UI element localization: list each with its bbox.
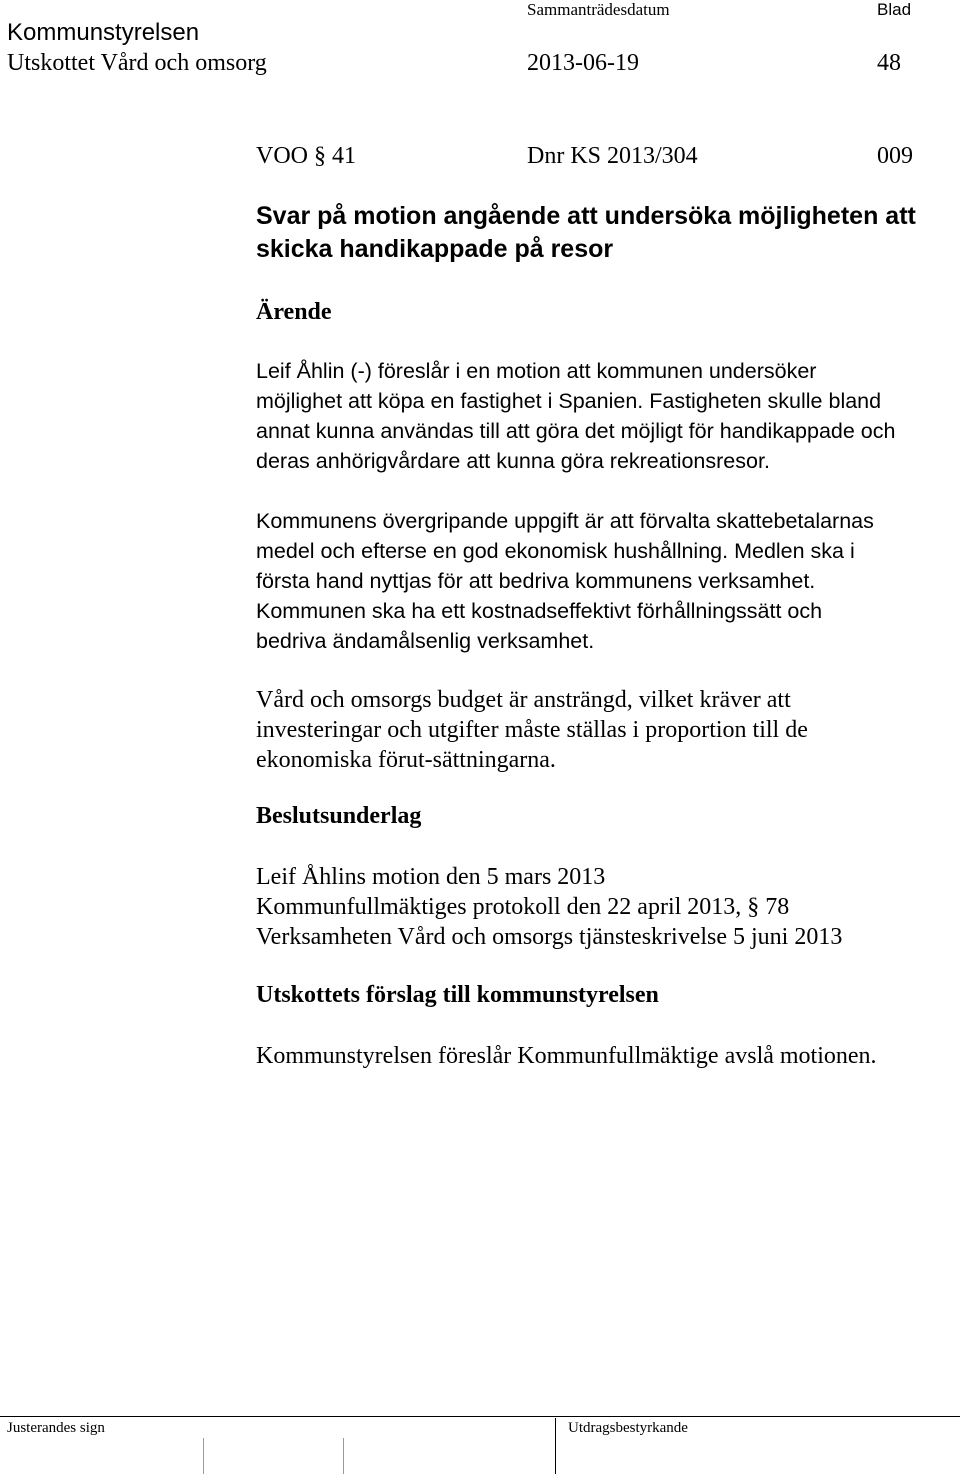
- list-item: Verksamheten Vård och omsorgs tjänsteskrivelse 5 juni 2013: [256, 924, 843, 950]
- text-line: medel och efterse en god ekonomisk hushållning. Medlen ska i: [256, 539, 855, 563]
- meeting-date-label: Sammanträdesdatum: [527, 0, 670, 19]
- text-line: Kommunstyrelsen föreslår Kommunfullmäktige avslå motionen.: [256, 1043, 877, 1069]
- verification-label: Utdragsbestyrkande: [568, 1420, 688, 1436]
- text-line: Kommunen ska ha ett kostnadseffektivt förhållningssätt och: [256, 599, 823, 623]
- organization-name: Kommunstyrelsen: [7, 19, 200, 46]
- document-title: Svar på motion angående att undersöka möjligheten att skicka handikappade på resor: [256, 202, 916, 263]
- section-heading-beslutsunderlag: Beslutsunderlag: [256, 803, 422, 829]
- arende-paragraph-3: [256, 685, 956, 775]
- text-line: Leif Åhlin (-) föreslår i en motion att kommunen undersöker: [256, 359, 817, 383]
- arende-paragraph-2: [256, 506, 956, 656]
- text-line: bedriva ändamålsenlig verksamhet.: [256, 629, 595, 653]
- footer-divider: [0, 1416, 960, 1417]
- arende-paragraph-1: [256, 356, 956, 476]
- forslag-paragraph: [256, 1041, 956, 1071]
- text-line: investeringar och utgifter måste ställas i proportion till de: [256, 717, 808, 743]
- text-line: Vård och omsorgs budget är ansträngd, vilket kräver att: [256, 687, 791, 713]
- text-line: ekonomiska förut-sättningarna.: [256, 747, 556, 773]
- beslutsunderlag-list: [256, 862, 956, 952]
- footer-column-divider: [555, 1418, 556, 1474]
- text-line: möjlighet att köpa en fastighet i Spanien. Fastigheten skulle bland: [256, 389, 882, 413]
- section-heading-forslag: Utskottets förslag till kommunstyrelsen: [256, 982, 659, 1008]
- signature-box-divider: [343, 1438, 344, 1474]
- page-label: Blad: [877, 0, 912, 19]
- signature-label: Justerandes sign: [7, 1420, 105, 1436]
- list-item: Kommunfullmäktiges protokoll den 22 april 2013, § 78: [256, 894, 790, 920]
- list-item: Leif Åhlins motion den 5 mars 2013: [256, 864, 606, 890]
- text-line: annat kunna användas till att göra det möjligt för handikappade och: [256, 419, 896, 443]
- diary-number: Dnr KS 2013/304: [527, 143, 698, 169]
- meeting-date: 2013-06-19: [527, 50, 639, 76]
- text-line: första hand nyttjas för att bedriva kommunens verksamhet.: [256, 569, 816, 593]
- signature-box-divider: [203, 1438, 204, 1474]
- text-line: Kommunens övergripande uppgift är att förvalta skattebetalarnas: [256, 509, 874, 533]
- text-line: deras anhörigvårdare att kunna göra rekreationsresor.: [256, 449, 770, 473]
- section-heading-arende: Ärende: [256, 299, 332, 325]
- page-number: 48: [877, 50, 901, 76]
- committee-name: Utskottet Vård och omsorg: [7, 50, 267, 76]
- archive-code: 009: [877, 143, 913, 169]
- paragraph-number: VOO § 41: [256, 143, 356, 169]
